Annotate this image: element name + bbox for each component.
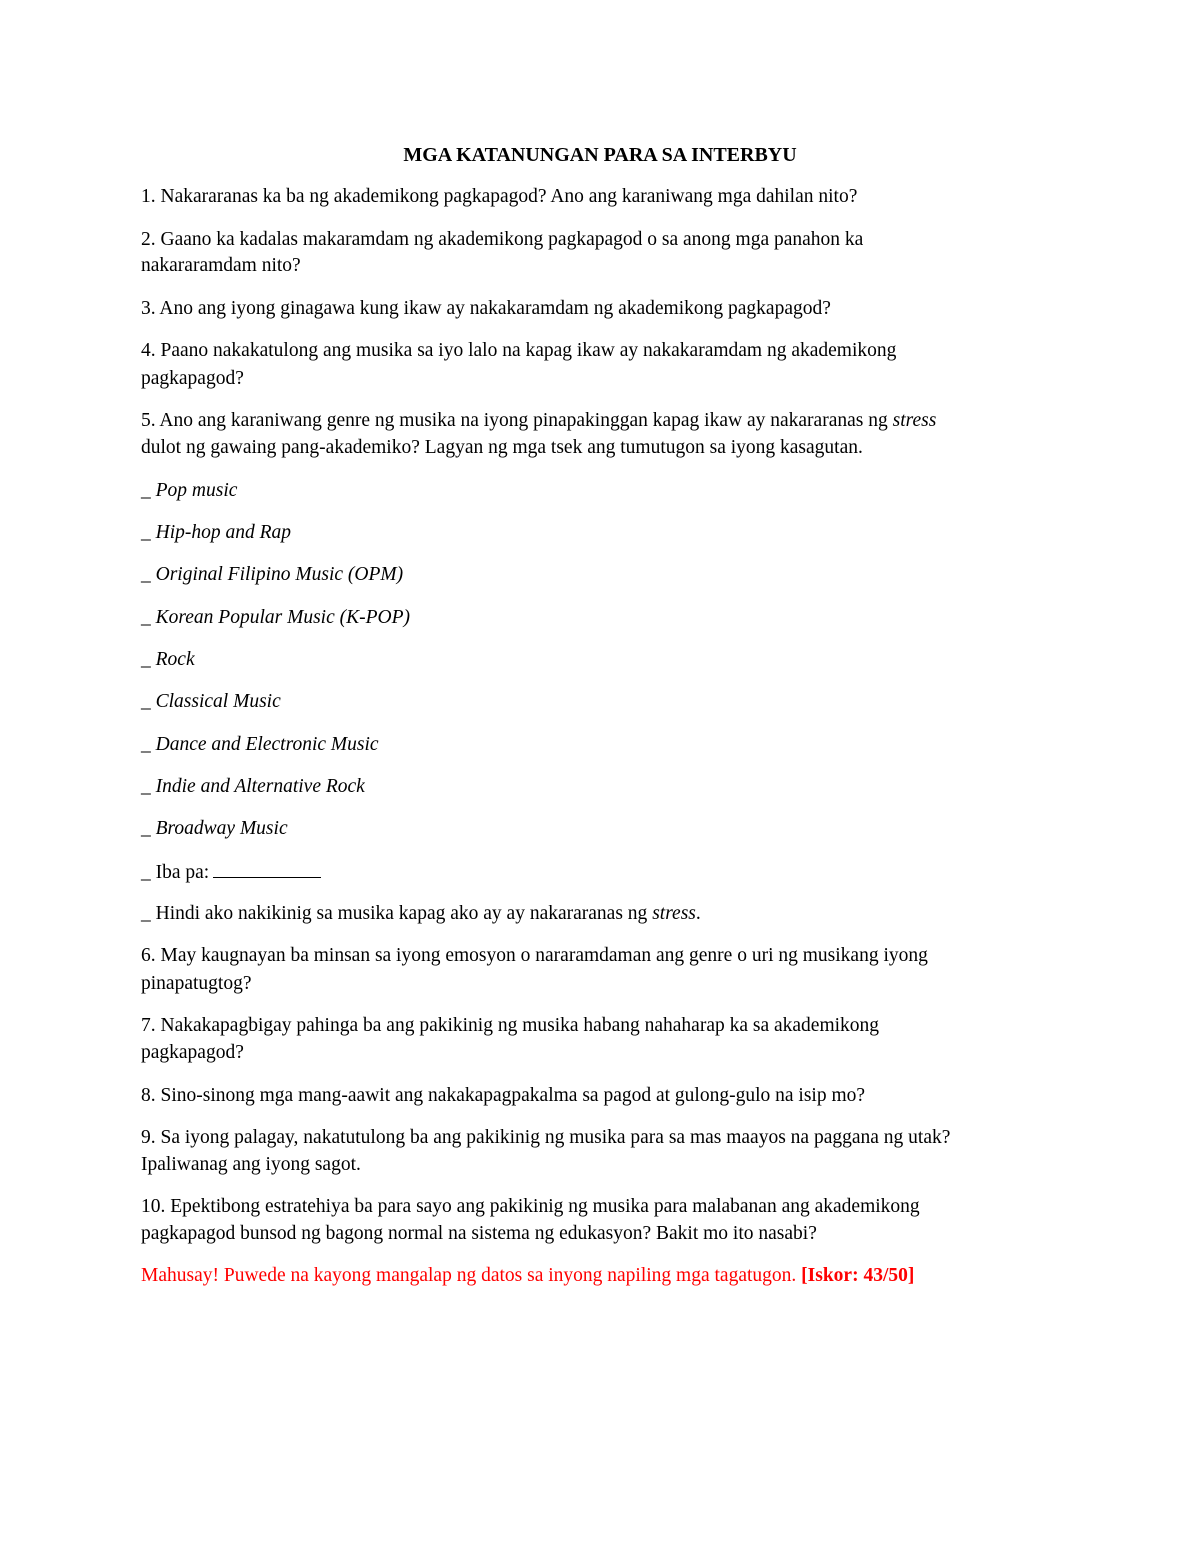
option-classical-music[interactable]: [141, 689, 281, 715]
question-2-line-2: nakararamdam nito?: [141, 255, 301, 276]
question-9-line-2: Ipaliwanag ang iyong sagot.: [141, 1154, 361, 1175]
option-marker: _: [141, 734, 156, 755]
option-label: _ Hindi ako nakikinig sa musika kapag ako ay ay nakararanas ng: [141, 903, 653, 924]
option-label: Dance and Electronic Music: [155, 734, 379, 755]
question-4-line-2: pagkapagod?: [141, 368, 244, 389]
option-indie-and-alternative-rock[interactable]: [141, 774, 365, 800]
option-marker: _: [141, 776, 156, 797]
option-marker: _: [141, 480, 156, 501]
option-broadway-music[interactable]: [141, 816, 288, 842]
feedback-note: [141, 1263, 914, 1289]
option-label: Classical Music: [155, 691, 281, 712]
option-k-pop[interactable]: [141, 605, 410, 631]
question-4-line-1: 4. Paano nakakatulong ang musika sa iyo lalo na kapag ikaw ay nakakaramdam ng akademikong: [141, 340, 897, 361]
option-label: Broadway Music: [155, 818, 288, 839]
option-label: _ Iba pa:: [141, 862, 210, 883]
option-marker: _: [141, 818, 156, 839]
option-label: Korean Popular Music (K-POP): [155, 607, 410, 628]
option-period: .: [695, 903, 701, 924]
option-hip-hop-and-rap[interactable]: [141, 520, 291, 546]
question-10-line-2: pagkapagod bunsod ng bagong normal na sistema ng edukasyon? Bakit mo ito nasabi?: [141, 1223, 817, 1244]
option-marker: _: [141, 564, 156, 585]
option-rock[interactable]: [141, 647, 195, 673]
option-label: Rock: [155, 649, 195, 670]
option-marker: _: [141, 607, 156, 628]
option-dance-and-electronic-music[interactable]: [141, 732, 379, 758]
question-1: 1. Nakararanas ka ba ng akademikong pagkapagod? Ano ang karaniwang mga dahilan nito?: [141, 186, 858, 207]
question-3: 3. Ano ang iyong ginagawa kung ikaw ay nakakaramdam ng akademikong pagkapagod?: [141, 298, 831, 319]
question-7-line-2: pagkapagod?: [141, 1042, 244, 1063]
document-title: MGA KATANUNGAN PARA SA INTERBYU: [403, 144, 797, 166]
option-stress-word: stress: [652, 903, 696, 924]
option-marker: _: [141, 649, 156, 670]
option-pop-music[interactable]: [141, 478, 237, 504]
question-2-line-1: 2. Gaano ka kadalas makaramdam ng akademikong pagkapagod o sa anong mga panahon ka: [141, 229, 864, 250]
question-6-line-2: pinapatugtog?: [141, 973, 252, 994]
option-label: Indie and Alternative Rock: [155, 776, 365, 797]
option-opm[interactable]: [141, 562, 403, 588]
option-marker: _: [141, 522, 156, 543]
question-5-line-2: dulot ng gawaing pang-akademiko? Lagyan ng mga tsek ang tumutugon sa iyong kasagutan.: [141, 437, 863, 458]
question-5-stress-word: stress: [892, 410, 937, 431]
option-label: Pop music: [155, 480, 238, 501]
question-5-text: 5. Ano ang karaniwang genre ng musika na iyong pinapakinggan kapag ikaw ay nakararanas ng: [141, 410, 893, 431]
feedback-text: Mahusay! Puwede na kayong mangalap ng datos sa inyong napiling mga tagatugon.: [141, 1265, 802, 1286]
option-label: Original Filipino Music (OPM): [155, 564, 404, 585]
question-7-line-1: 7. Nakakapagbigay pahinga ba ang pakikinig ng musika habang nahaharap ka sa akademikong: [141, 1015, 880, 1036]
score-label: [Iskor: 43/50]: [801, 1265, 915, 1286]
fill-in-blank[interactable]: [213, 859, 321, 878]
question-9-line-1: 9. Sa iyong palagay, nakatutulong ba ang pakikinig ng musika para sa mas maayos na paggana ng utak?: [141, 1127, 951, 1148]
option-label: Hip-hop and Rap: [155, 522, 292, 543]
question-6-line-1: 6. May kaugnayan ba minsan sa iyong emosyon o nararamdaman ang genre o uri ng musikang iyong: [141, 945, 928, 966]
option-iba-pa[interactable]: [141, 859, 321, 886]
question-8: 8. Sino-sinong mga mang-aawit ang nakakapagpakalma sa pagod at gulong-gulo na isip mo?: [141, 1085, 866, 1106]
question-5-line-1: [141, 408, 936, 434]
option-marker: _: [141, 691, 156, 712]
option-hindi-nakikinig[interactable]: [141, 901, 701, 927]
question-10-line-1: 10. Epektibong estratehiya ba para sayo ang pakikinig ng musika para malabanan ang akademikong: [141, 1196, 920, 1217]
